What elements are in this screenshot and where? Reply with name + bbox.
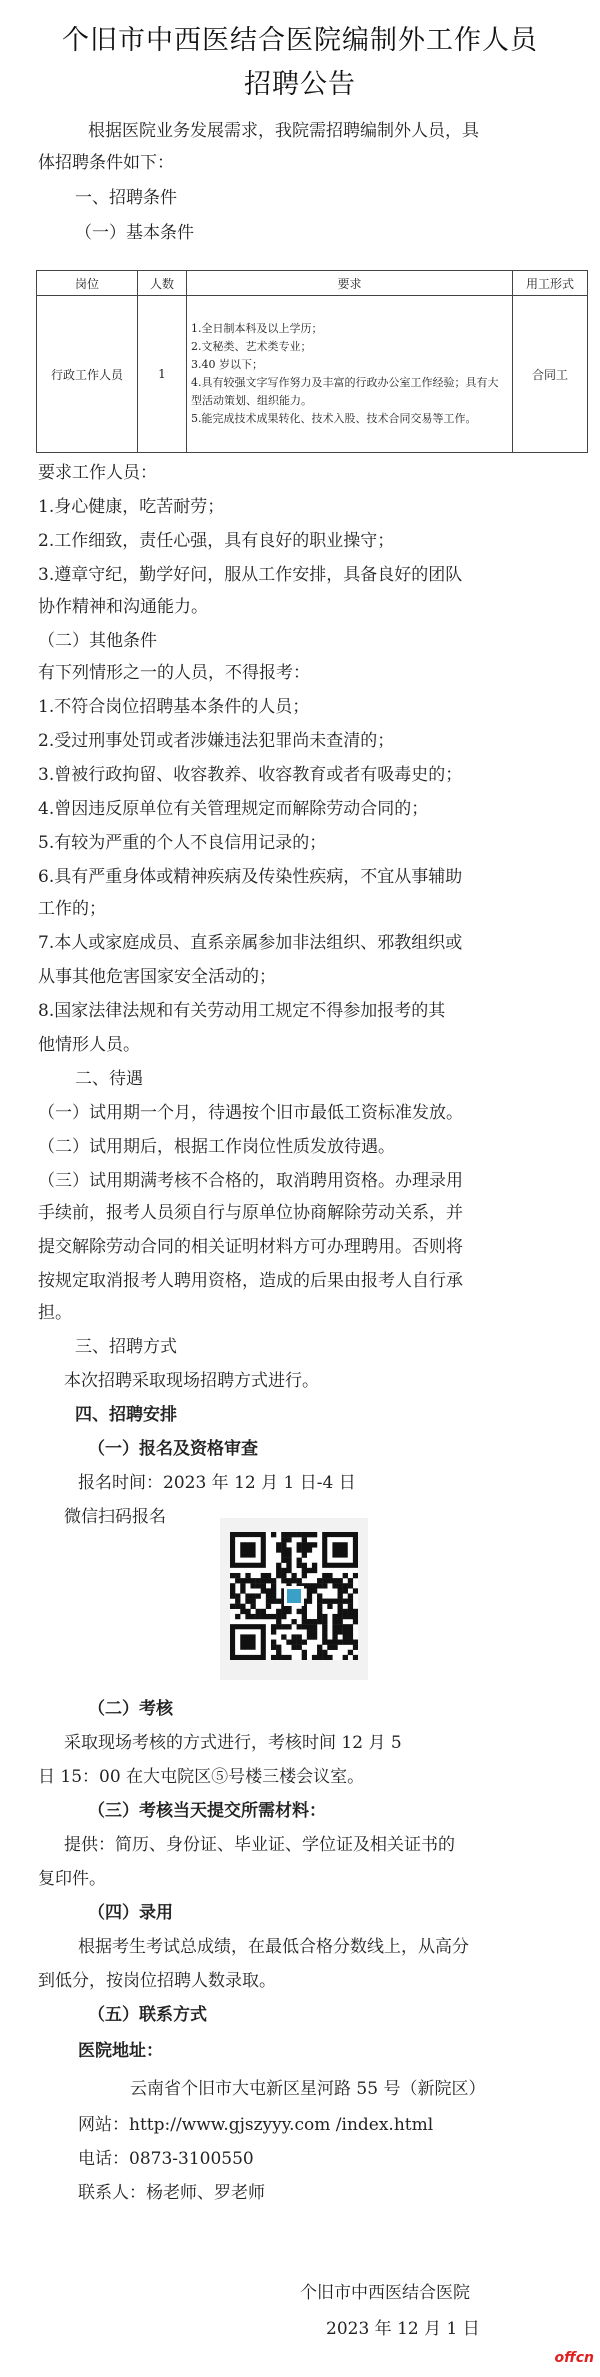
table-cell-requirements [187, 296, 513, 453]
other-conditions-intro: 有下列情形之一的人员，不得报考： [38, 663, 310, 683]
materials-subheading: （三）考核当天提交所需材料： [88, 1801, 326, 1821]
phone-number: 电话：0873-3100550 [78, 2149, 254, 2169]
benefit-line: （一）试用期一个月，待遇按个旧市最低工资标准发放。 [38, 1103, 463, 1123]
table-cell-count: 1 [138, 296, 187, 453]
requirement-line: 3.遵章守纪，勤学好问，服从工作安排，具备良好的团队 [38, 565, 463, 585]
section4-heading: 四、招聘安排 [75, 1405, 177, 1425]
table-header-count: 人数 [138, 271, 187, 296]
table-header-requirements: 要求 [187, 271, 513, 296]
table-header-employment: 用工形式 [513, 271, 588, 296]
wechat-signup-label: 微信扫码报名 [64, 1507, 166, 1527]
wechat-qr-code[interactable] [220, 1518, 368, 1680]
section1-heading: 一、招聘条件 [75, 188, 177, 208]
qr-code-icon [230, 1532, 358, 1660]
benefit-line: 按规定取消报考人聘用资格，造成的后果由报考人自行承 [38, 1271, 463, 1291]
condition-line: 2.受过刑事处罚或者涉嫌违法犯罪尚未查清的； [38, 731, 395, 751]
section1-sub1: （一）基本条件 [75, 223, 194, 243]
signature-date: 2023 年 12 月 1 日 [326, 2319, 480, 2339]
benefit-line: 担。 [38, 1303, 72, 1323]
requirement-item: 4.具有较强文字写作努力及丰富的行政办公室工作经验；具有大型活动策划、组织能力。 [191, 376, 499, 407]
exam-line2: 日 15：00 在大屯院区⑤号楼三楼会议室。 [38, 1767, 365, 1787]
table-cell-employment: 合同工 [513, 296, 588, 453]
condition-line: 3.曾被行政拘留、收容教养、收容教育或者有吸毒史的； [38, 765, 463, 785]
signature-org: 个旧市中西医结合医院 [300, 2283, 470, 2303]
hospital-address: 云南省个旧市大屯新区星河路 55 号（新院区） [130, 2079, 486, 2099]
intro-line2: 体招聘条件如下： [38, 153, 174, 173]
signup-subheading: （一）报名及资格审查 [88, 1439, 258, 1459]
benefit-line: 提交解除劳动合同的相关证明材料方可办理聘用。否则将 [38, 1237, 463, 1257]
table-header-row [37, 271, 588, 296]
condition-line: 7.本人或家庭成员、直系亲属参加非法组织、邪教组织或 [38, 933, 463, 953]
condition-line: 工作的； [38, 899, 106, 919]
benefit-line: （三）试用期满考核不合格的，取消聘用资格。办理录用 [38, 1171, 463, 1191]
table-row [37, 296, 588, 453]
requirement-item: 2.文秘类、艺术类专业； [191, 340, 312, 353]
section2-heading: 二、待遇 [75, 1069, 143, 1089]
section3-line: 本次招聘采取现场招聘方式进行。 [64, 1371, 319, 1391]
materials-line2: 复印件。 [38, 1869, 106, 1889]
requirement-line: 2.工作细致，责任心强，具有良好的职业操守； [38, 531, 395, 551]
table-header-position: 岗位 [37, 271, 138, 296]
condition-line: 从事其他危害国家安全活动的； [38, 967, 276, 987]
requirement-item: 3.40 岁以下； [191, 358, 263, 371]
section3-heading: 三、招聘方式 [75, 1337, 177, 1357]
condition-line: 他情形人员。 [38, 1035, 140, 1055]
condition-line: 5.有较为严重的个人不良信用记录的； [38, 833, 327, 853]
requirements-table [36, 270, 588, 453]
intro-line1: 根据医院业务发展需求，我院需招聘编制外人员，具 [88, 121, 479, 141]
page-title-line2: 招聘公告 [244, 69, 356, 100]
condition-line: 6.具有严重身体或精神疾病及传染性疾病，不宜从事辅助 [38, 867, 463, 887]
materials-line1: 提供：简历、身份证、毕业证、学位证及相关证书的 [64, 1835, 455, 1855]
signup-time: 报名时间：2023 年 12 月 1 日-4 日 [78, 1473, 356, 1493]
contact-subheading: （五）联系方式 [88, 2005, 207, 2025]
table-cell-position: 行政工作人员 [37, 296, 138, 453]
requirement-line: 协作精神和沟通能力。 [38, 597, 208, 617]
condition-line: 4.曾因违反原单位有关管理规定而解除劳动合同的； [38, 799, 429, 819]
contact-person: 联系人：杨老师、罗老师 [78, 2183, 265, 2203]
exam-line1: 采取现场考核的方式进行，考核时间 12 月 5 [64, 1733, 402, 1753]
condition-line: 1.不符合岗位招聘基本条件的人员； [38, 697, 310, 717]
requirement-item: 1.全日制本科及以上学历； [191, 322, 323, 335]
website-link[interactable]: 网站：http://www.gjszyyy.com /index.html [78, 2115, 434, 2135]
hire-line1: 根据考生考试总成绩，在最低合格分数线上，从高分 [78, 1937, 469, 1957]
offcn-watermark-logo: offcn [554, 2350, 594, 2366]
other-conditions-heading: （二）其他条件 [38, 631, 157, 651]
requirements-heading: 要求工作人员： [38, 463, 157, 483]
page-title-line1: 个旧市中西医结合医院编制外工作人员 [62, 25, 538, 56]
exam-subheading: （二）考核 [88, 1699, 173, 1719]
address-label: 医院地址： [78, 2041, 163, 2061]
hire-subheading: （四）录用 [88, 1903, 173, 1923]
requirement-line: 1.身心健康，吃苦耐劳； [38, 497, 225, 517]
benefit-line: （二）试用期后，根据工作岗位性质发放待遇。 [38, 1137, 395, 1157]
condition-line: 8.国家法律法规和有关劳动用工规定不得参加报考的其 [38, 1001, 446, 1021]
benefit-line: 手续前，报考人员须自行与原单位协商解除劳动关系，并 [38, 1203, 463, 1223]
requirement-item: 5.能完成技术成果转化、技术入股、技术合同交易等工作。 [191, 412, 477, 425]
hire-line2: 到低分，按岗位招聘人数录取。 [38, 1971, 276, 1991]
